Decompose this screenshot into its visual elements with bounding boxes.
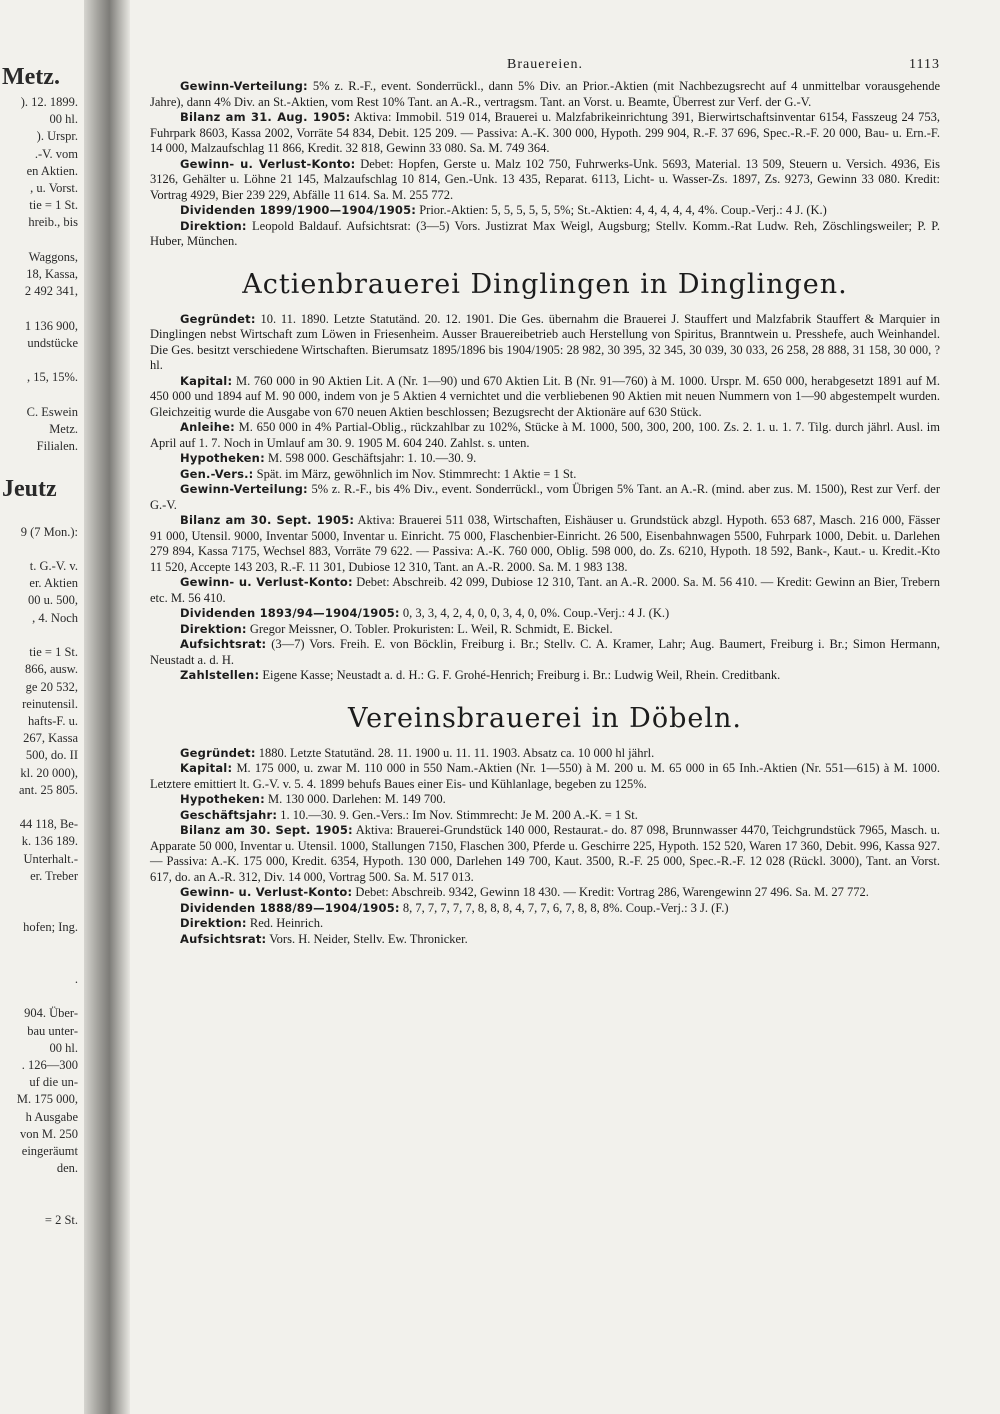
entry-paragraph	[150, 110, 940, 157]
entry-paragraph	[150, 932, 940, 948]
left-fragment-line: C. Eswein	[26, 404, 78, 419]
left-fragment-line: h Ausgabe	[25, 1109, 78, 1124]
left-page-fragment	[0, 60, 84, 1360]
running-head-title: Brauereien.	[507, 57, 583, 72]
left-fragment-line: 267, Kassa	[23, 731, 78, 746]
left-fragment-line: Unterhalt.-	[23, 851, 78, 866]
left-fragment-line: er. Treber	[30, 868, 78, 883]
left-fragment-line	[0, 937, 84, 954]
paragraph-label: Zahlstellen:	[180, 668, 260, 682]
entries-list	[150, 79, 940, 947]
entry-paragraph	[150, 761, 940, 792]
paragraph-text: Prior.-Aktien: 5, 5, 5, 5, 5, 5%; St.-Aktien: 4, 4, 4, 4, 4, 4%. Coup.-Verj.: 4 J. (K.)	[419, 203, 827, 217]
entry-paragraph	[150, 219, 940, 250]
left-fragment-line: 904. Über-	[24, 1006, 78, 1021]
left-fragment-line: , u. Vorst.	[30, 181, 78, 196]
entry-paragraph	[150, 901, 940, 917]
left-fragment-line: ). 12. 1899.	[20, 95, 78, 109]
left-fragment-line: ant. 25 805.	[18, 782, 78, 797]
paragraph-text: Vors. H. Neider, Stellv. Ew. Thronicker.	[269, 931, 468, 946]
page	[150, 55, 940, 947]
paragraph-text: Aktiva: Immobil. 519 014, Brauerei u. Malzfabrikeinrichtung 391, Bierwirtschaftsinventar 6154, Fasszeug 24 753, Fuhrpark 8603, Kassa 2002, Vorräte 54 834, Debit. 125 209. — Passiva: A.-K. 300 000, Hypoth. 299 904, R.-F. 37 696, Spec.-R.-F. 20 000, Bau- u. Ern.-F. 14 000, Malzaufschlag 11 866, Kredit. 32 818, Gewinn 33 080. Sa. M. 749 364.	[150, 110, 941, 155]
left-fragment-line: Waggons,	[28, 249, 78, 264]
left-fragment-line	[0, 300, 84, 317]
left-fragment-line: 1 136 900,	[24, 318, 78, 333]
paragraph-text: Aktiva: Brauerei 511 038, Wirtschaften, Eishäuser u. Grundstück abzgl. Hypoth. 653 687, Masch. 216 000, Fässer 91 000, Utensil. 9000, Inventar 5000, Inventar u. Einricht. 75 000, Flaschenbier-Einricht. 26 500, Eisenbahnwagen 5500, Fuhrpark 1000, Debit. u. Darlehen 279 894, Kassa 7175, Wechsel 883, Vorräte 79 622. — Passiva: A.-K. 760 000, Oblig. 598 000, do. Zs. 6210, Hypoth. 18 592, Bank-, Kaut.- u. Kredit.-Kto 11 520, Accepte 143 203, R.-F. 11 301, Dubiose 12 310, Tant. an A.-R. 2000. Sa. M. 1 983 138.	[150, 513, 941, 574]
left-fragment-line	[0, 232, 84, 249]
entry-paragraph	[150, 513, 940, 575]
left-fragment-line: Filialen.	[36, 439, 78, 454]
paragraph-label: Geschäftsjahr:	[180, 807, 278, 822]
page-number: 1113	[909, 57, 940, 72]
paragraph-label: Gewinn- u. Verlust-Konto:	[180, 156, 356, 171]
left-fragment-line	[0, 1195, 84, 1212]
left-fragment-line: 866, ausw.	[24, 662, 78, 677]
left-fragment-line	[0, 627, 84, 644]
paragraph-text: Red. Heinrich.	[249, 916, 324, 930]
left-fragment-line: Jeutz	[2, 476, 57, 503]
company-heading: Actienbrauerei Dinglingen in Dinglingen.	[242, 268, 848, 300]
left-fragment-line: tie = 1 St.	[29, 645, 78, 660]
entry-paragraph	[150, 637, 940, 668]
paragraph-label: Direktion:	[180, 218, 247, 233]
entry-paragraph	[150, 575, 940, 606]
paragraph-text: 8, 7, 7, 7, 7, 7, 8, 8, 8, 4, 7, 7, 6, 7, 8, 8, 8%. Coup.-Verj.: 3 J. (F.)	[402, 900, 729, 915]
paragraph-label: Anleihe:	[180, 420, 235, 434]
paragraph-label: Gewinn- u. Verlust-Konto:	[180, 575, 353, 589]
company-heading: Vereinsbrauerei in Döbeln.	[348, 702, 742, 734]
paragraph-label: Hypotheken:	[180, 792, 265, 806]
left-fragment-line: den.	[56, 1161, 78, 1176]
entry-paragraph	[150, 482, 940, 513]
entry-paragraph	[150, 622, 940, 638]
entry-paragraph	[150, 157, 940, 204]
left-fragment-line: tie = 1 St.	[29, 198, 78, 213]
paragraph-label: Gewinn-Verteilung:	[180, 79, 308, 93]
book-gutter-shadow	[84, 0, 130, 1414]
paragraph-text: Aktiva: Brauerei-Grundstück 140 000, Restaurat.- do. 87 098, Brunnwasser 4470, Teichgrundstück 7965, Masch. u. Apparate 50 000, Inventar u. Utensil. 1000, Stallungen 7150, Flaschen 300, Pferde u. Geschirre 225, Hypoth. 152 520, Waren 17 360, Debit. 996, Kassa 927. — Passiva: A.-K. 175 000, Kredit. 6354, Hypoth. 130 000, Darlehen 149 700, Kaut. 3500, R.-F. 25 000, Spec.-R.-F. 12 028 (Rückl. 3000), Tant. an Vorst. 617, do. an A.-R. 312, Div. 14 000, Vortrag 500. Sa. M. 517 013.	[150, 823, 940, 884]
left-fragment-line: 500, do. II	[25, 748, 78, 763]
paragraph-label: Gegründet:	[180, 311, 256, 326]
left-fragment-line: hofen; Ing.	[23, 920, 78, 935]
left-fragment-line	[0, 1177, 84, 1194]
left-fragment-line: 44 118, Be-	[19, 817, 78, 832]
entry-paragraph	[150, 808, 940, 824]
left-fragment-line: reinutensil.	[22, 696, 78, 711]
paragraph-label: Kapital:	[180, 761, 233, 775]
paragraph-label: Gegründet:	[180, 745, 256, 760]
paragraph-text: Spät. im März, gewöhnlich im Nov. Stimmrecht: 1 Aktie = 1 St.	[256, 466, 577, 481]
left-fragment-line: 00 u. 500,	[28, 593, 78, 608]
left-fragment-line	[0, 506, 84, 523]
left-fragment-line: uf die un-	[29, 1075, 78, 1090]
paragraph-text: M. 598 000. Geschäftsjahr: 1. 10.—30. 9.	[268, 451, 477, 465]
paragraph-label: Gewinn- u. Verlust-Konto:	[180, 885, 353, 899]
entry-paragraph	[150, 467, 940, 483]
left-fragment-line: bau unter-	[27, 1023, 78, 1038]
paragraph-text: Debet: Abschreib. 42 099, Dubiose 12 310, Tant. an A.-R. 2000. Sa. M. 56 410. — Kredit: Gewinn an Bier, Trebern etc. M. 56 410.	[150, 575, 941, 605]
company-entry	[150, 79, 940, 250]
paragraph-text: 10. 11. 1890. Letzte Statutänd. 20. 12. 1901. Die Ges. übernahm die Brauerei J. Stauffert und Malzfabrik Stauffert & Marquier in Dinglingen nebst Wirtschaft zum Löwen in Friesenheim. Ausser Brauereibetrieb auch Herstellung von Spiritus, Branntwein u. Presshefe, auch Weinhandel. Die Ges. besitzt verschiedene Wirtschaften. Bierumsatz 1895/1896 bis 1904/1905: 28 982, 30 395, 32 345, 30 039, 30 033, 26 258, 28 888, 31 158, 30 000, ? hl.	[150, 311, 941, 372]
paragraph-label: Dividenden 1888/89—1904/1905:	[180, 900, 400, 915]
left-fragment-line: eingeräumt	[21, 1143, 78, 1158]
paragraph-text: Debet: Abschreib. 9342, Gewinn 18 430. — Kredit: Vortrag 286, Warengewinn 27 496. Sa. M. 27 772.	[355, 885, 869, 899]
entry-paragraph	[150, 885, 940, 901]
paragraph-label: Kapital:	[180, 373, 233, 388]
left-fragment-line	[0, 352, 84, 369]
left-fragment-line: er. Aktien	[29, 576, 78, 591]
left-fragment-line: 18, Kassa,	[26, 267, 78, 282]
left-fragment-line: M. 175 000,	[16, 1092, 78, 1107]
entry-paragraph	[150, 79, 940, 110]
left-fragment-line: Metz.	[49, 421, 78, 436]
left-fragment-line: Metz.	[2, 64, 60, 90]
left-fragment-line: , 4. Noch	[32, 610, 78, 625]
paragraph-text: 0, 3, 3, 4, 2, 4, 0, 0, 3, 4, 0, 0%. Coup.-Verj.: 4 J. (K.)	[402, 606, 670, 620]
paragraph-text: Debet: Hopfen, Gerste u. Malz 102 750, Fuhrwerks-Unk. 5693, Material. 13 509, Steuern u. Versich. 4936, Eis 3126, Gehälter u. Löhne 21 145, Malzaufschlag 10 814, Gen.-Unk. 13 435, Reparat. 6113, Licht- u. Wasser-Zs. 1897, Zs. 9273, Gewinn 33 080. Kredit: Vortrag 4929, Bier 239 229, Abfälle 11 614. Sa. M. 255 772.	[150, 156, 941, 202]
paragraph-text: 1880. Letzte Statutänd. 28. 11. 1900 u. 11. 11. 1903. Absatz ca. 10 000 hl jährl.	[258, 745, 655, 760]
left-fragment-line: t. G.-V. v.	[29, 559, 78, 574]
left-fragment-line: undstücke	[27, 335, 78, 350]
left-fragment-line: .	[74, 971, 78, 986]
entry-paragraph	[150, 792, 940, 808]
left-fragment-line: hreib., bis	[28, 215, 78, 230]
left-fragment-line	[0, 902, 84, 919]
left-fragment-line: 9 (7 Mon.):	[20, 524, 78, 539]
paragraph-label: Dividenden 1893/94—1904/1905:	[180, 606, 400, 620]
left-fragment-line: ge 20 532,	[25, 679, 78, 694]
entry-paragraph	[150, 823, 940, 885]
paragraph-text: 5% z. R.-F., bis 4% Div., event. Sonderrückl., vom Übrigen 5% Tant. an A.-R. (mind. aber zus. M. 1500), Rest zur Verf. der G.-V.	[150, 482, 940, 512]
left-fragment-line	[0, 988, 84, 1005]
left-fragment-line	[0, 386, 84, 403]
paragraph-text: Leopold Baldauf. Aufsichtsrat: (3—5) Vors. Justizrat Max Weigl, Augsburg; Stellv. Komm.-Rat Ludw. Reh, Zöschlingsweiler; P. P. Huber, München.	[150, 218, 940, 248]
entry-paragraph	[150, 606, 940, 622]
left-fragment-line: k. 136 189.	[21, 834, 78, 849]
company-entry	[150, 268, 940, 684]
entry-paragraph	[150, 916, 940, 932]
entry-paragraph	[150, 420, 940, 451]
entry-paragraph	[150, 746, 940, 762]
left-fragment-line: 2 492 341,	[24, 284, 78, 299]
left-fragment-line	[0, 954, 84, 971]
paragraph-text: (3—7) Vors. Freih. E. von Böcklin, Freiburg i. Br.; Stellv. C. A. Kramer, Lahr; Aug. Baumert, Freiburg i. Br.; Simon Hermann, Neustadt a. d. H.	[150, 637, 941, 667]
paragraph-text: M. 175 000, u. zwar M. 110 000 in 550 Nam.-Aktien (Nr. 1—550) à M. 200 u. M. 65 000 in 65 Inh.-Aktien (Nr. 551—615) à M. 1000. Letztere emittiert lt. G.-V. v. 5. 4. 1899 behufs Baues einer Eis- und Kühlanlage, begeben zu 125%.	[150, 761, 941, 791]
entry-paragraph	[150, 203, 940, 219]
paragraph-label: Bilanz am 30. Sept. 1905:	[180, 823, 353, 837]
left-fragment-line	[0, 455, 84, 472]
paragraph-text: Gregor Meissner, O. Tobler. Prokuristen: L. Weil, R. Schmidt, E. Bickel.	[249, 621, 613, 636]
paragraph-label: Aufsichtsrat:	[180, 637, 267, 651]
left-fragment-line: en Aktien.	[26, 163, 78, 178]
paragraph-label: Dividenden 1899/1900—1904/1905:	[180, 203, 417, 217]
entry-paragraph	[150, 312, 940, 374]
paragraph-label: Gewinn-Verteilung:	[180, 482, 308, 496]
paragraph-label: Bilanz am 30. Sept. 1905:	[180, 513, 355, 527]
paragraph-text: M. 760 000 in 90 Aktien Lit. A (Nr. 1—90) und 670 Aktien Lit. B (Nr. 91—760) à M. 1000. Urspr. M. 650 000, herabgesetzt 1891 auf M. 450 000 und 1894 auf M. 90 000, indem von je 5 Aktien 4 vernichtet und die verbliebenen 90 Aktien mit neuen Nummern von 1—90 abgestempelt wurden. Gleichzeitig wurde die Ausgabe von 670 neuen Aktien beschlossen; Bezugsrecht der Aktionäre auf 630 Stück.	[150, 373, 940, 419]
paragraph-text: 5% z. R.-F., event. Sonderrückl., dann 5% Div. an Prior.-Aktien (mit Nachbezugsrecht auf 4 unmittelbar vorausgehende Jahre), dann 4% Div. an St.-Aktien, vom Rest 10% Tant. an A.-R., vertragsm. Tant. an Vorst. u. Beamte, Überrest zur Verf. der G.-V.	[150, 79, 941, 109]
paragraph-text: 1. 10.—30. 9. Gen.-Vers.: Im Nov. Stimmrecht: Je M. 200 A.-K. = 1 St.	[280, 807, 638, 822]
entry-paragraph	[150, 374, 940, 421]
left-fragment-line: .-V. vom	[34, 146, 78, 161]
left-fragment-line: 00 hl.	[49, 1040, 78, 1055]
left-fragment-line	[0, 885, 84, 902]
left-fragment-line: kl. 20 000),	[20, 765, 78, 780]
paragraph-label: Aufsichtsrat:	[180, 931, 267, 946]
left-fragment-line: . 126—300	[21, 1057, 78, 1072]
entry-paragraph	[150, 668, 940, 684]
left-fragment-line: ). Urspr.	[36, 129, 78, 144]
company-entry	[150, 702, 940, 948]
paragraph-label: Direktion:	[180, 621, 247, 636]
entry-paragraph	[150, 451, 940, 467]
paragraph-label: Bilanz am 31. Aug. 1905:	[180, 110, 351, 124]
left-fragment-line: von M. 250	[20, 1126, 78, 1141]
paragraph-text: M. 650 000 in 4% Partial-Oblig., rückzahlbar zu 102%, Stücke à M. 1000, 500, 300, 200, 100. Zs. 2. 1. u. 1. 7. Tilg. durch jährl. Ausl. im April auf 1. 7. Noch in Umlauf am 30. 9. 1905 M. 604 240. Zahlst. s. unten.	[150, 420, 941, 450]
running-head	[150, 55, 940, 79]
left-fragment-line: , 15, 15%.	[26, 370, 78, 385]
left-fragment-line: hafts-F. u.	[27, 713, 78, 728]
paragraph-label: Direktion:	[180, 916, 247, 930]
paragraph-label: Hypotheken:	[180, 451, 265, 465]
paragraph-label: Gen.-Vers.:	[180, 466, 254, 481]
paragraph-text: M. 130 000. Darlehen: M. 149 700.	[268, 792, 446, 806]
paragraph-text: Eigene Kasse; Neustadt a. d. H.: G. F. Grohé-Henrich; Freiburg i. Br.: Ludwig Weil, Rhein. Creditbank.	[262, 668, 781, 682]
left-fragment-line: 00 hl.	[49, 112, 78, 127]
left-fragment-line	[0, 541, 84, 558]
left-fragment-line: = 2 St.	[44, 1212, 78, 1227]
left-fragment-line	[0, 799, 84, 816]
